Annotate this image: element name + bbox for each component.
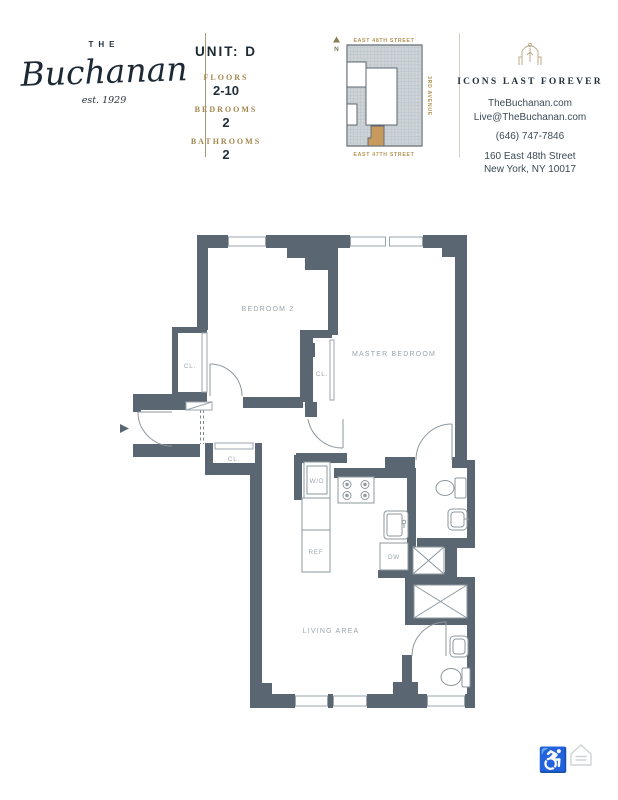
closet-label: CL. — [227, 456, 241, 463]
stove — [338, 477, 374, 503]
equal-housing-icon — [571, 745, 591, 765]
window — [389, 235, 423, 248]
phone-number: (646) 747-7846 — [495, 131, 565, 142]
closet-label: CL. — [315, 371, 329, 378]
bedroom2-door — [210, 364, 242, 396]
building-crest-icon — [517, 38, 543, 66]
room-label-master: MASTER BEDROOM — [351, 351, 437, 358]
street-top-label: EAST 48TH STREET — [353, 38, 415, 44]
website-link[interactable]: TheBuchanan.com — [488, 98, 572, 109]
logo-the: THE — [88, 40, 120, 49]
refrigerator-label: REF — [308, 549, 324, 556]
second-bath-door — [412, 622, 446, 656]
counter — [302, 498, 330, 572]
address-line1: 160 East 48th Street — [484, 150, 576, 162]
city-block — [347, 45, 422, 146]
unit-title: UNIT: D — [195, 44, 257, 59]
logo-established: est. 1929 — [81, 95, 127, 106]
master-bedroom-door — [308, 419, 343, 448]
kitchen-sink — [384, 511, 408, 539]
closet-slider — [215, 443, 253, 449]
dashed-opening — [201, 410, 204, 444]
entry-arrow-icon — [120, 424, 129, 433]
spec-floors: FLOORS 2-10 — [203, 73, 249, 98]
window — [427, 694, 465, 708]
logo-name: Buchanan — [19, 49, 189, 94]
master-bath-door — [416, 424, 452, 460]
room-label-bedroom2: BEDROOM 2 — [241, 306, 295, 313]
toilet-icon — [441, 668, 470, 687]
sink-icon — [450, 636, 468, 657]
tagline: ICONS LAST FOREVER — [457, 77, 603, 87]
footer-icons — [530, 736, 605, 778]
north-label: N — [334, 46, 339, 53]
shaft-x — [414, 585, 467, 618]
shaft-x — [413, 547, 444, 574]
master-bath-fixtures — [436, 478, 469, 530]
dishwasher-label: DW — [387, 554, 401, 561]
second-bath-fixtures — [441, 636, 470, 687]
sink-icon — [448, 509, 469, 530]
window — [295, 694, 328, 708]
contact-block — [455, 38, 605, 177]
washer-dryer-label: W/D — [309, 478, 325, 485]
email-link[interactable]: Live@TheBuchanan.com — [473, 111, 587, 123]
floor-plan — [90, 200, 510, 730]
closet-slider — [330, 340, 334, 400]
north-arrow-icon — [333, 37, 340, 54]
window — [333, 694, 367, 708]
room-label-living: LIVING AREA — [302, 628, 360, 635]
spec-bedrooms: BEDROOMS 2 — [194, 105, 258, 130]
street-bottom-label: EAST 47TH STREET — [353, 152, 415, 158]
window — [228, 235, 266, 248]
address-line2: New York, NY 10017 — [483, 164, 577, 175]
closet-label: CL. — [183, 363, 197, 370]
entry-door — [138, 412, 172, 446]
window — [350, 235, 386, 248]
closet-slider — [202, 333, 207, 392]
unit-info — [164, 44, 288, 169]
location-key-map — [325, 30, 437, 165]
spec-bathrooms: BATHROOMS 2 — [190, 137, 262, 162]
entry-shelf — [186, 402, 212, 410]
wheelchair-icon: ♿ — [538, 747, 568, 774]
toilet-icon — [436, 478, 466, 498]
street-right-label: 3RD AVENUE — [426, 76, 432, 116]
